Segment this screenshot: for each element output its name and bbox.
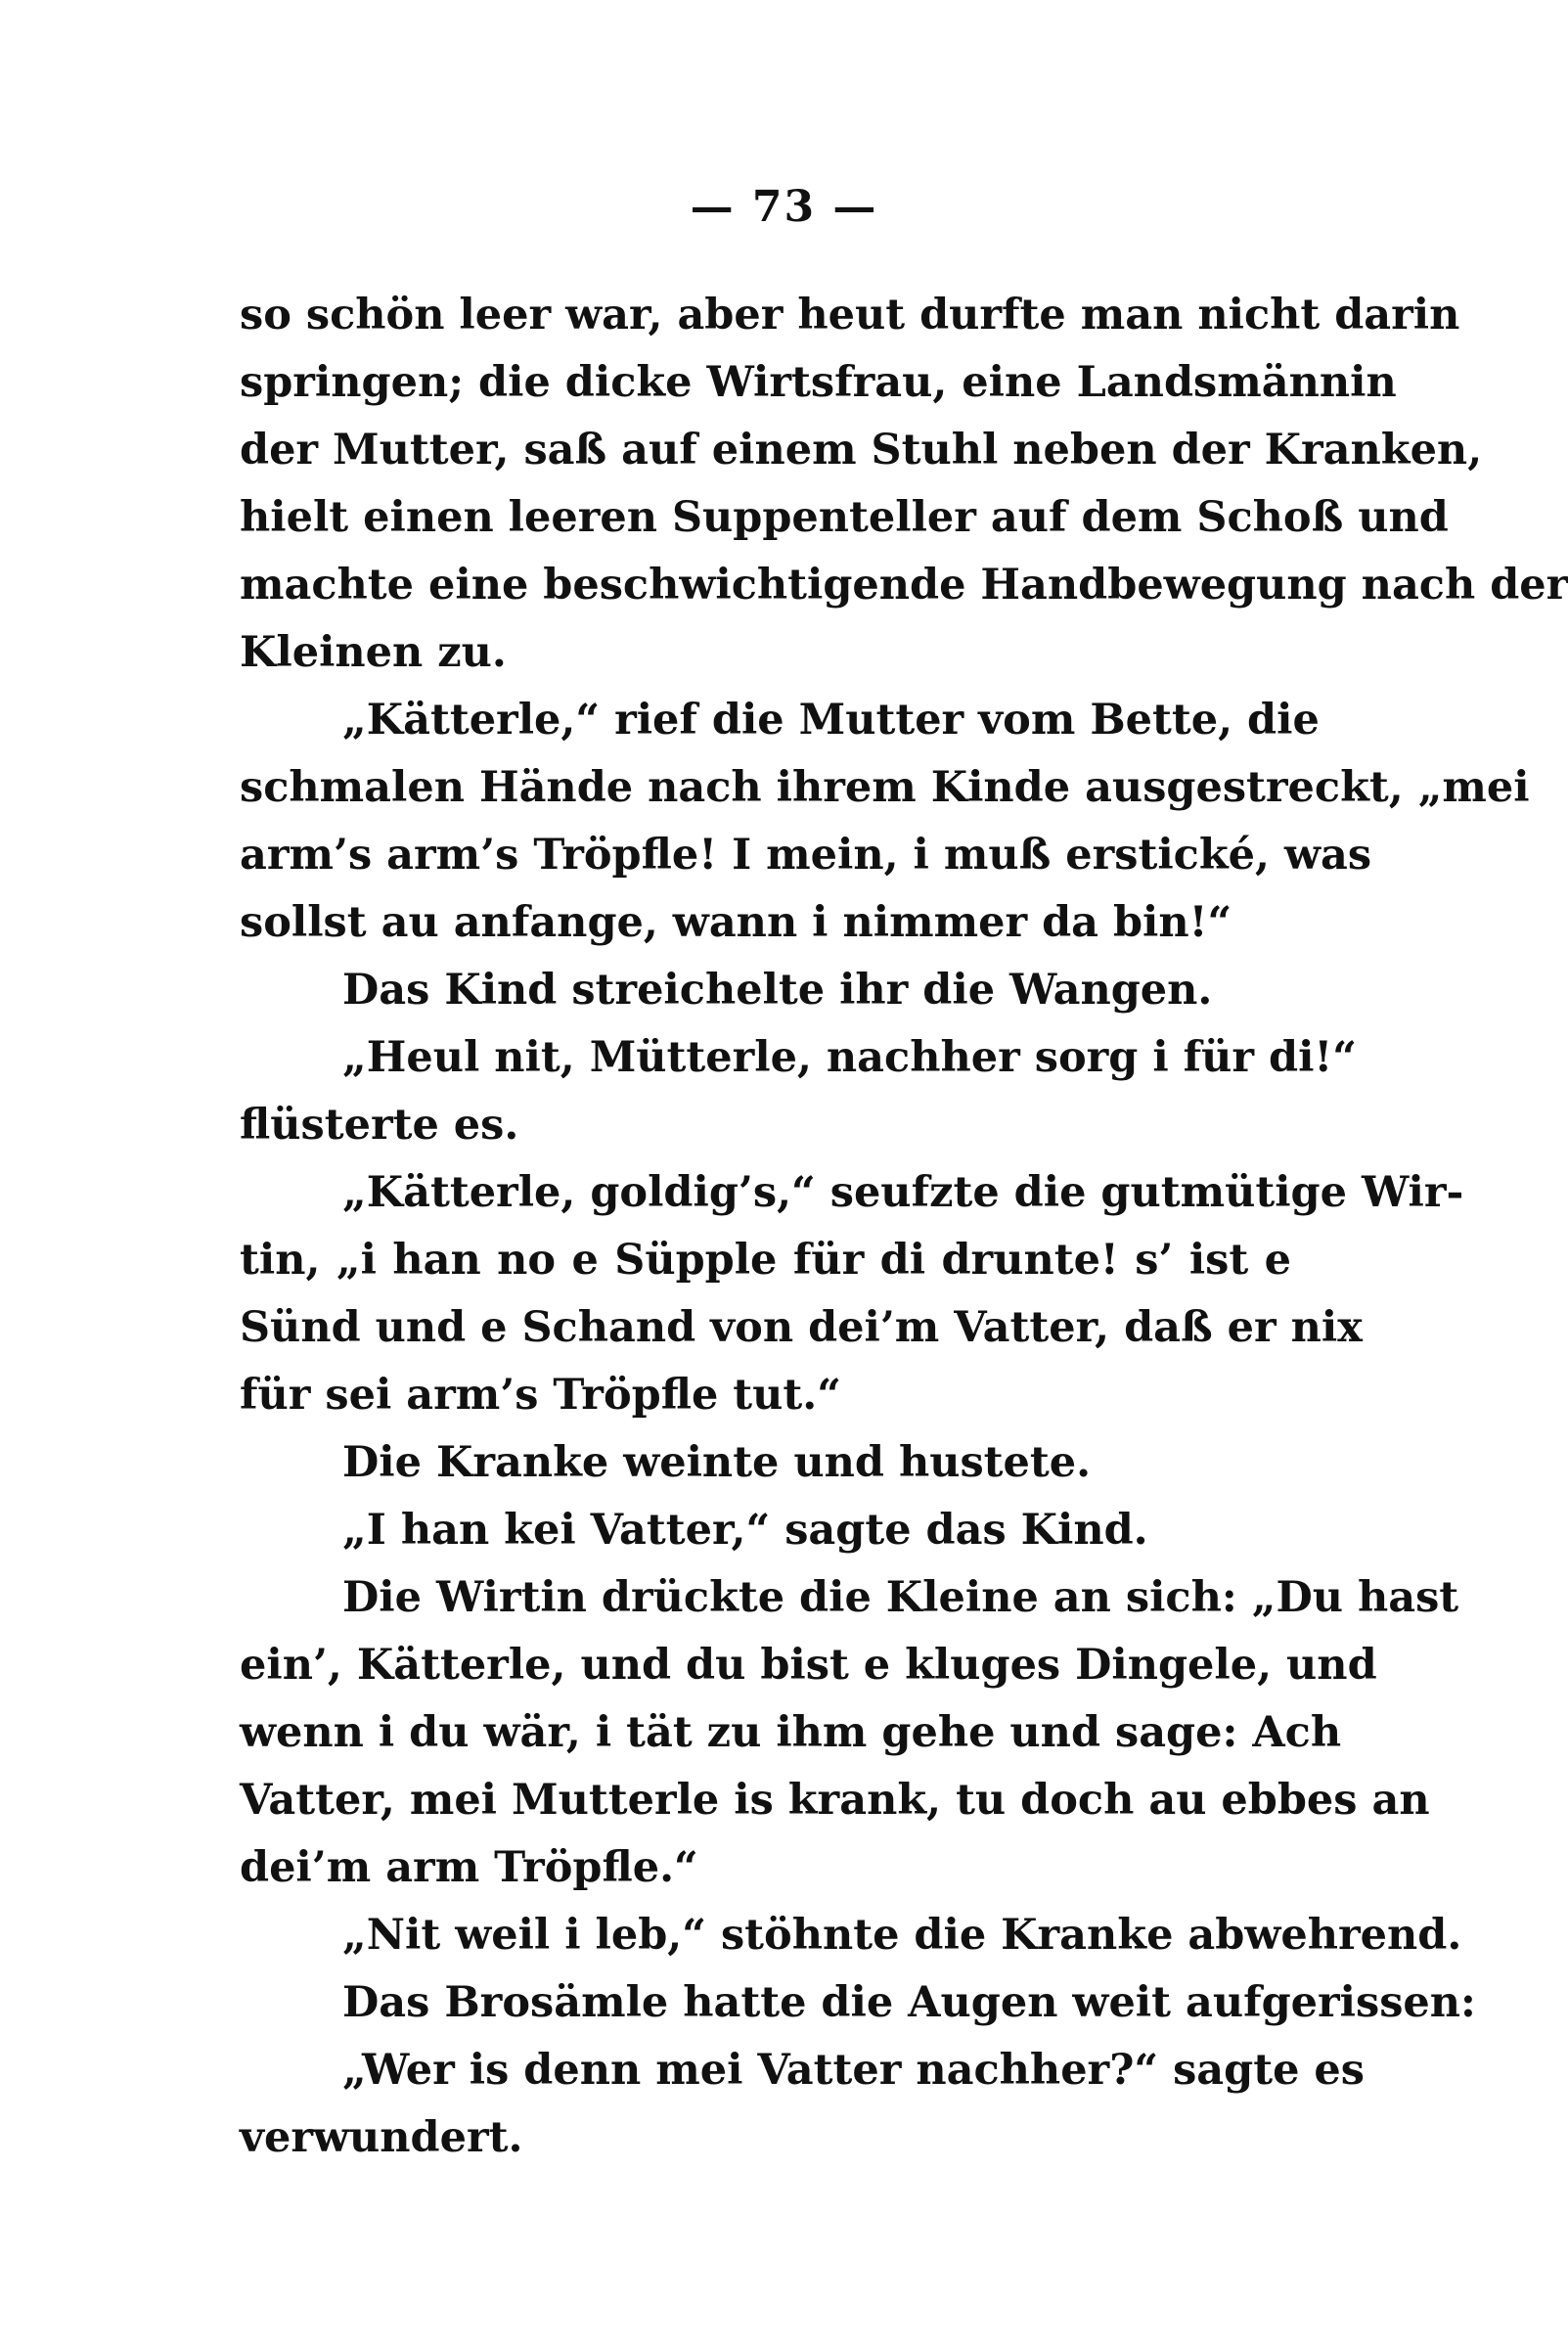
text-line: flüsterte es.: [240, 1101, 519, 1150]
text-line: machte eine beschwichtigende Handbewegung nach der: [240, 561, 1568, 610]
text-line: „I han kei Vatter,“ sagte das Kind.: [342, 1506, 1148, 1555]
text-line: verwundert.: [240, 2113, 523, 2162]
text-line: schmalen Hände nach ihrem Kinde ausgestreckt, „mei: [240, 763, 1530, 812]
text-line: Vatter, mei Mutterle is krank, tu doch au ebbes an: [240, 1776, 1430, 1825]
text-line: Sünd und e Schand von dei’m Vatter, daß er nix: [240, 1303, 1363, 1352]
text-line: springen; die dicke Wirtsfrau, eine Landsmännin: [240, 358, 1397, 407]
text-line: „Kätterle,“ rief die Mutter vom Bette, die: [342, 696, 1320, 745]
body-text: [240, 282, 1568, 2172]
page-number: — 73 —: [690, 182, 878, 232]
text-line: arm’s arm’s Tröpfle! I mein, i muß erstické, was: [240, 831, 1372, 880]
text-line: „Wer is denn mei Vatter nachher?“ sagte es: [342, 2046, 1365, 2095]
text-line: „Heul nit, Mütterle, nachher sorg i für di!“: [342, 1033, 1358, 1082]
text-line: dei’m arm Tröpfle.“: [240, 1843, 698, 1892]
text-line: Das Brosämle hatte die Augen weit aufgerissen:: [342, 1978, 1476, 2027]
text-line: Die Wirtin drückte die Kleine an sich: „Du hast: [342, 1573, 1459, 1622]
text-line: hielt einen leeren Suppenteller auf dem Schoß und: [240, 493, 1449, 542]
text-line: sollst au anfange, wann i nimmer da bin!“: [240, 898, 1232, 947]
text-line: Kleinen zu.: [240, 628, 507, 677]
text-line: der Mutter, saß auf einem Stuhl neben der Kranken,: [240, 426, 1483, 475]
text-line: tin, „i han no e Süpple für di drunte! s’ ist e: [240, 1236, 1291, 1285]
text-line: für sei arm’s Tröpfle tut.“: [240, 1371, 841, 1420]
text-line: „Nit weil i leb,“ stöhnte die Kranke abwehrend.: [342, 1911, 1462, 1960]
text-line: „Kätterle, goldig’s,“ seufzte die gutmütige Wir-: [342, 1168, 1464, 1217]
text-line: ein’, Kätterle, und du bist e kluges Dingele, und: [240, 1641, 1377, 1690]
text-line: Die Kranke weinte und hustete.: [342, 1438, 1092, 1487]
text-line: Das Kind streichelte ihr die Wangen.: [342, 966, 1213, 1015]
text-line: wenn i du wär, i tät zu ihm gehe und sage: Ach: [240, 1708, 1342, 1757]
text-line: so schön leer war, aber heut durfte man nicht darin: [240, 291, 1460, 339]
